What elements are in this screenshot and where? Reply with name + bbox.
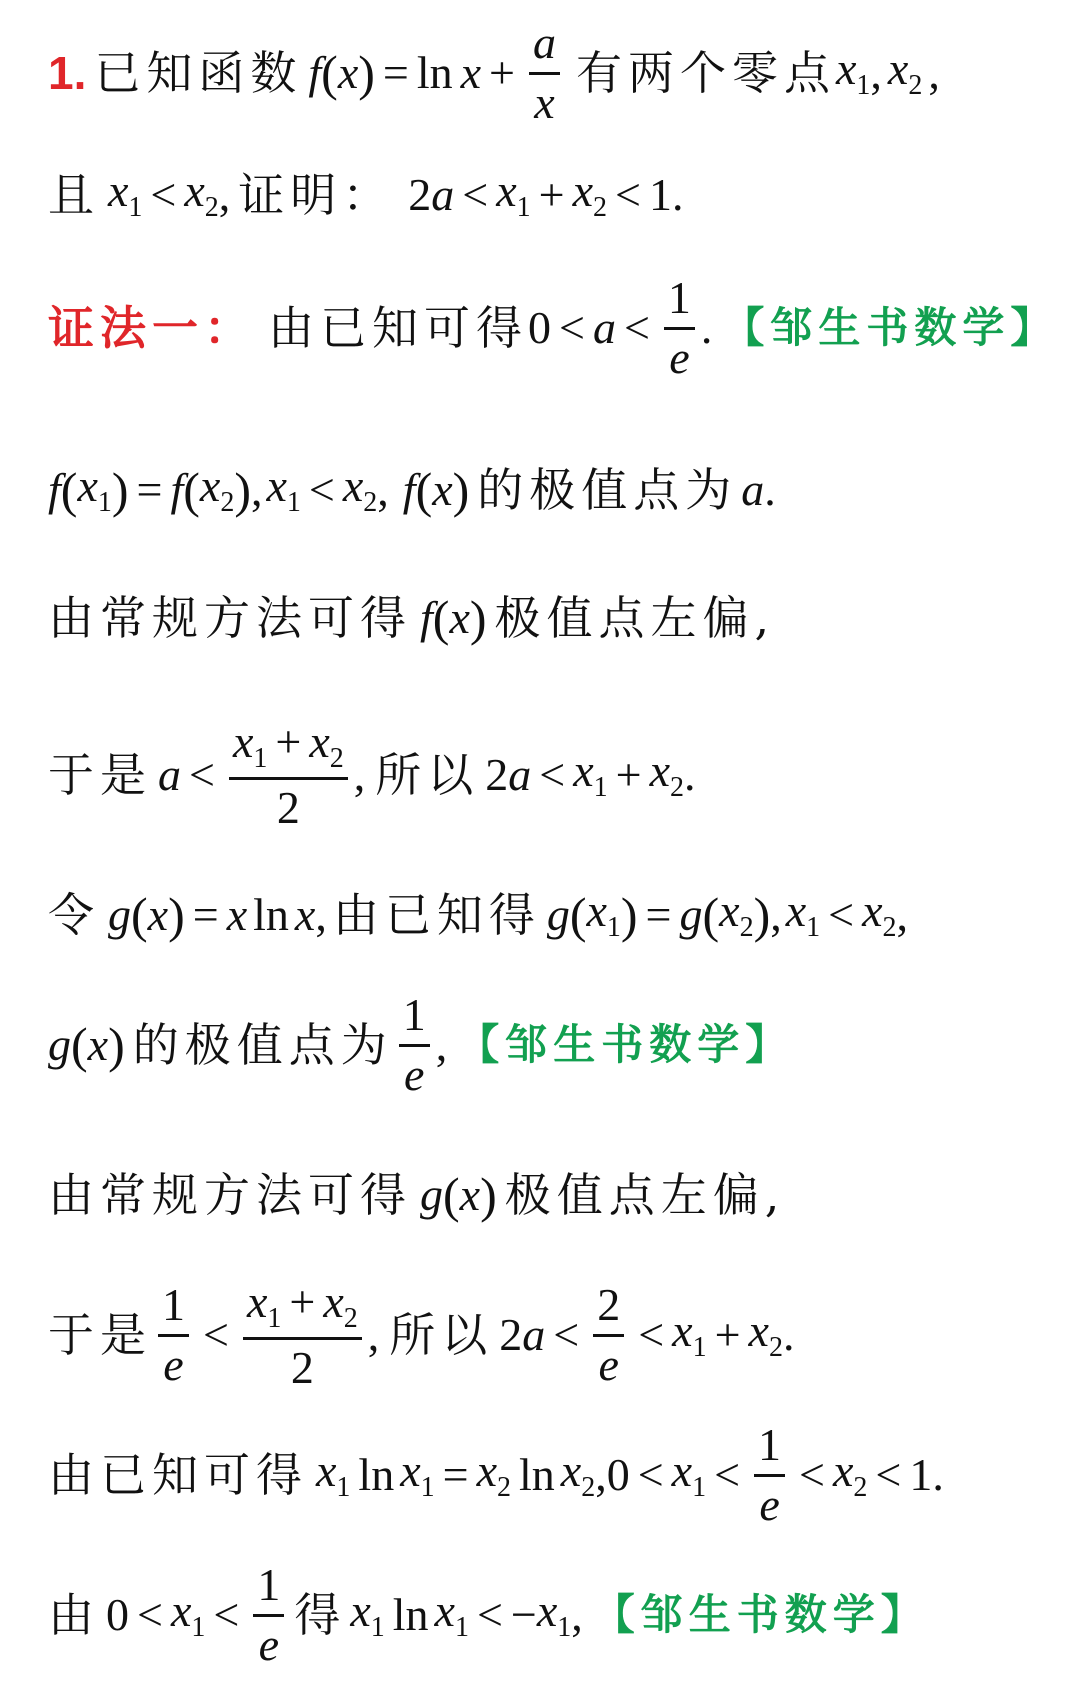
proof-line-5: 由常规方法可得 f ( x ) 极值点左偏, [48,590,776,646]
de-text: 得 [294,1588,347,1642]
extreme-g-text: 的极值点为 [132,1018,393,1072]
suoyi-text-2: 所以 [389,1308,494,1362]
fraction-1-over-e-2: $\frac{1}{e}$ [399,991,430,1099]
fraction-1-over-e-4: $\frac{1}{e}$ [754,1421,785,1529]
you-text: 由 [48,1588,100,1642]
problem-line-1: 1. 已知函数 f ( x ) = ln x + $\frac{a}{x}$ 有两个零点 $x_1$ , $x_2$ , [48,17,940,128]
fraction-2-over-e: $\frac{2}{e}$ [593,1281,624,1389]
fraction-1-over-e-5: $\frac{1}{e}$ [253,1561,284,1669]
watermark-label-3: 【邹生书数学】 [592,1590,929,1639]
fraction-1-over-e: $\frac{1}{e}$ [664,274,695,382]
proof-line-12: 由 0 < $x_1$ < $\frac{1}{e}$ 得 $x_1$ ln $x_1$ < − $x_1$ , 【邹生书数学】 [48,1559,929,1670]
known2-text: 由已知可得 [48,1448,308,1502]
problem-zeros: 有两个零点 [576,46,836,100]
method-known: 由已知可得 [268,301,528,355]
proof-line-8: g ( x ) 的极值点为 $\frac{1}{e}$ , 【邹生书数学】 [48,989,794,1100]
fraction-sum-over-2-b: $\frac{x_1 + x_2}{2}$ [243,1278,362,1393]
method-label: 证法一： [48,301,256,355]
watermark-label-2: 【邹生书数学】 [457,1020,794,1069]
problem-intro: 已知函数 [94,46,303,100]
yushi-text: 于是 [48,748,152,802]
problem-line-2: 且 $x_1$ < $x_2$ , 证明： 2 a < $x_1$ + $x_2$ < 1. [48,165,684,223]
conventional-text: 由常规方法可得 [48,591,412,645]
proof-line-9: 由常规方法可得 g ( x ) 极值点左偏, [48,1167,786,1223]
extreme-f-text: 的极值点为 [477,463,738,517]
from-known-text: 由已知得 [332,888,541,942]
yushi-text-2: 于是 [48,1308,152,1362]
conventional-text-2: 由常规方法可得 [48,1168,412,1222]
problem-number: 1. [48,47,87,99]
suoyi-text: 所以 [375,748,480,802]
proof-line-10: 于是 $\frac{1}{e}$ < $\frac{x_1 + x_2}{2}$ , 所以 2 a < $\frac{2}{e}$ < $x_1$ + $x_2$ . [48,1275,795,1394]
math: f [308,47,322,98]
let-text: 令 [48,888,100,942]
fraction-1-over-e-3: $\frac{1}{e}$ [158,1281,189,1389]
proof-line-6: 于是 a < $\frac{x_1 + x_2}{2}$ , 所以 2 a < $x_1$ + $x_2$ . [48,715,696,834]
problem-prove: 证明： [238,168,395,222]
shift-left-text: 极值点左偏, [494,591,776,645]
proof-line-11: 由已知可得 $x_1$ ln $x_1$ = $x_2$ ln $x_2$ , 0 < $x_1$ < $\frac{1}{e}$ < $x_2$ < 1. [48,1419,944,1530]
fraction-a-over-x: $\frac{a}{x}$ [529,19,560,127]
watermark-label: 【邹生书数学】 [722,303,1059,352]
shift-left-text-2: 极值点左偏, [504,1168,786,1222]
problem-and: 且 [48,168,100,222]
proof-line-4: f ( $x_1$ ) = f ( $x_2$ ) , $x_1$ < $x_2$ , f ( x ) 的极值点为 a . [48,460,776,518]
fraction-sum-over-2: $\frac{x_1 + x_2}{2}$ [229,718,348,833]
method-line: 证法一： 由已知可得 0 < a < $\frac{1}{e}$ . 【邹生书数学】 [48,272,1059,383]
proof-line-7: 令 g ( x ) = x ln x , 由已知得 g ( $x_1$ ) = g ( $x_2$ ) , $x_1$ < $x_2$ , [48,885,909,943]
